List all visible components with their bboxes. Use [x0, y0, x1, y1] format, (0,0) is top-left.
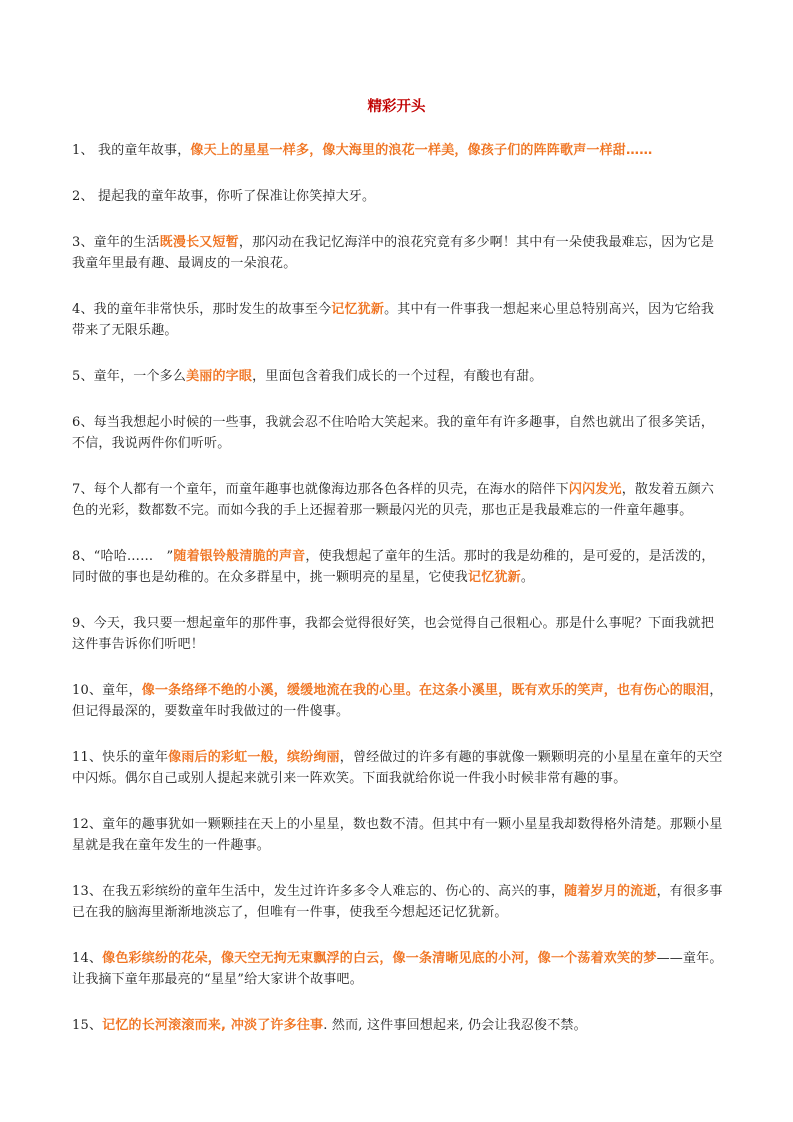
body-text: 6、每当我想起小时候的一些事，我就会忍不住哈哈大笑起来。我的童年有许多趣事，自然也就出了很多笑话，不信，我说两件你们听听。 [72, 415, 715, 451]
body-text: 8、“哈哈…… ” [72, 549, 174, 564]
list-item [72, 299, 724, 341]
body-text: . 然而, 这件事回想起来, 仍会让我忍俊不禁。 [323, 1018, 587, 1033]
body-text: 7、每个人都有一个童年，而童年趣事也就像海边那各色各样的贝壳，在海水的陪伴下 [72, 482, 569, 497]
list-item [72, 232, 724, 274]
body-text: ，那闪动在我记忆海洋中的浪花究竟有多少啊！其中有一朵使我最难忘，因为它是我童年里最有趣、最调皮的一朵浪花。 [72, 235, 715, 271]
item-list [72, 140, 724, 1061]
highlighted-phrase: 像天上的星星一样多，像大海里的浪花一样美，像孩子们的阵阵歌声一样甜…… [190, 143, 653, 158]
body-text: 13、在我五彩缤纷的童年生活中，发生过许许多多令人难忘的、伤心的、高兴的事， [72, 884, 565, 899]
list-item [72, 366, 724, 387]
body-text: ，但记得最深的，要数童年时我做过的一件傻事。 [72, 683, 723, 719]
body-text: 5、童年，一个多么 [72, 369, 187, 384]
list-item [72, 412, 724, 454]
body-text: ——童年。让我摘下童年那最亮的“星星”给大家讲个故事吧。 [72, 951, 723, 987]
list-item [72, 747, 724, 789]
highlighted-phrase: 随着岁月的流逝 [564, 884, 657, 899]
body-text: 2、 提起我的童年故事，你听了保准让你笑掉大牙。 [72, 189, 376, 204]
body-text: 3、童年的生活 [72, 235, 160, 250]
highlighted-phrase: 美丽的字眼 [186, 369, 253, 384]
body-text: 9、今天，我只要一想起童年的那件事，我都会觉得很好笑，也会觉得自己很粗心。那是什么事呢？下面我就把这件事告诉你们听吧！ [72, 616, 715, 652]
highlighted-phrase: 像色彩缤纷的花朵，像天空无拘无束飘浮的白云，像一条清晰见底的小河，像一个荡着欢笑的梦 [102, 951, 657, 966]
highlighted-phrase: 像一条络绎不绝的小溪，缓缓地流在我的心里。在这条小溪里，既有欢乐的笑声，也有伤心的眼泪 [141, 683, 710, 698]
highlighted-phrase: 记忆犹新 [331, 302, 385, 317]
body-text: ，里面包含着我们成长的一个过程，有酸也有甜。 [252, 369, 543, 384]
body-text: 11、快乐的童年 [72, 750, 169, 765]
highlighted-phrase: 闪闪发光 [568, 482, 622, 497]
highlighted-phrase: 记忆犹新 [468, 570, 521, 585]
body-text: ，曾经做过的许多有趣的事就像一颗颗明亮的小星星在童年的天空中闪烁。偶尔自己或别人提起来就引来一阵欢笑。下面我就给你说一件我小时候非常有趣的事。 [72, 750, 723, 786]
body-text: ，散发着五颜六色的光彩，数都数不完。而如今我的手上还握着那一颗最闪光的贝壳，那也正是我最难忘的一件童年趣事。 [72, 482, 715, 518]
list-item [72, 948, 724, 990]
body-text: 。 [520, 570, 535, 585]
highlighted-phrase: 像雨后的彩虹一般，缤纷绚丽 [168, 750, 340, 765]
body-text: 14、 [72, 951, 103, 966]
highlighted-phrase: 随着银铃般清脆的声音 [173, 549, 306, 564]
body-text: 12、童年的趣事犹如一颗颗挂在天上的小星星，数也数不清。但其中有一颗小星星我却数得格外清楚。那颗小星星就是我在童年发生的一件趣事。 [72, 817, 723, 853]
body-text: 4、我的童年非常快乐，那时发生的故事至今 [72, 302, 332, 317]
list-item [72, 814, 724, 856]
list-item [72, 479, 724, 521]
list-item [72, 546, 724, 588]
body-text: 。其中有一件事我一想起来心里总特别高兴，因为它给我带来了无限乐趣。 [72, 302, 715, 338]
body-text: 1、 我的童年故事， [72, 143, 191, 158]
list-item [72, 881, 724, 923]
body-text: ，有很多事已在我的脑海里渐渐地淡忘了，但唯有一件事，使我至今想起还记忆犹新。 [72, 884, 723, 920]
page-title: 精彩开头 [367, 99, 426, 115]
highlighted-phrase: 既漫长又短暂 [159, 235, 239, 250]
list-item [72, 1015, 724, 1036]
highlighted-phrase: 记忆的长河滚滚而来, 冲淡了许多往事 [102, 1018, 324, 1033]
list-item [72, 613, 724, 655]
list-item [72, 680, 724, 722]
list-item [72, 140, 724, 161]
body-text: 15、 [72, 1018, 103, 1033]
body-text: ，使我想起了童年的生活。那时的我是幼稚的，是可爱的，是活泼的，同时做的事也是幼稚的。在众多群星中，挑一颗明亮的星星，它使我 [72, 549, 715, 585]
list-item [72, 186, 724, 207]
body-text: 10、童年， [72, 683, 142, 698]
